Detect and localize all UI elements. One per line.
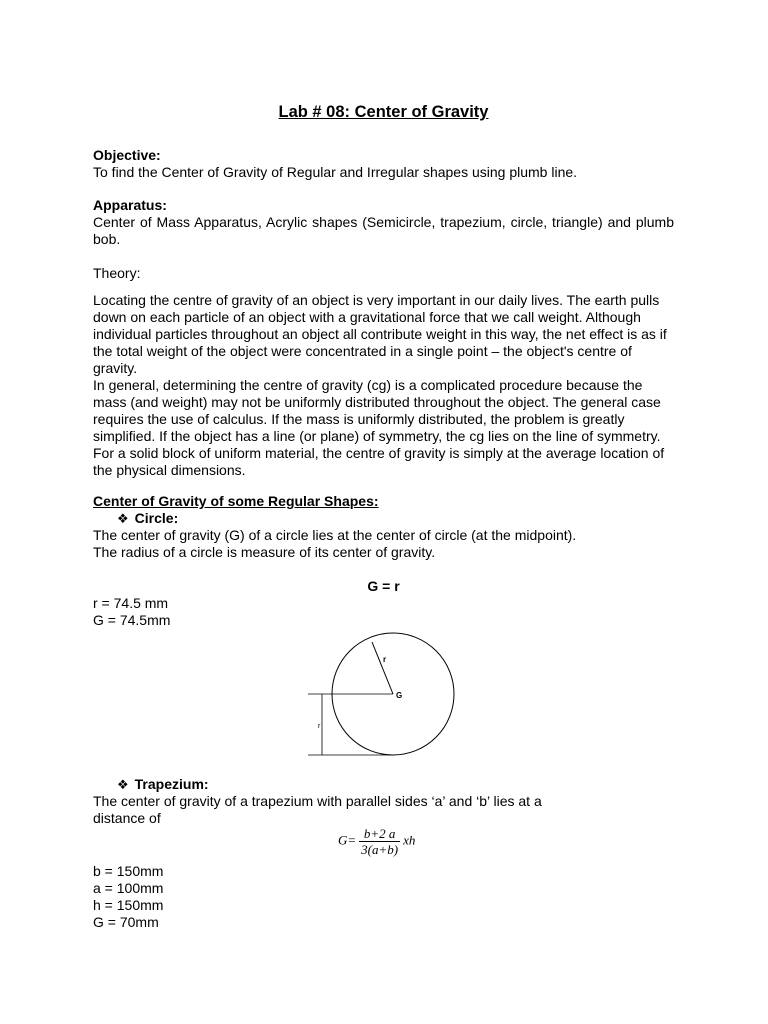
regular-shapes-heading: Center of Gravity of some Regular Shapes: <box>93 493 379 509</box>
apparatus-heading: Apparatus: <box>93 197 167 213</box>
trapezium-value-a: a = 100mm <box>93 880 164 896</box>
trapezium-line-1: The center of gravity of a trapezium with parallel sides ‘a’ and ‘b’ lies at a <box>93 793 542 809</box>
formula-numerator: b+2 a <box>363 826 396 841</box>
formula-lhs: G= <box>338 832 357 848</box>
objective-text: To find the Center of Gravity of Regular and Irregular shapes using plumb line. <box>93 164 578 180</box>
trapezium-values <box>93 863 674 931</box>
page-title: Lab # 08: Center of Gravity <box>278 103 489 121</box>
trapezium-value-b: b = 150mm <box>93 863 164 879</box>
theory-section <box>93 292 674 479</box>
formula-denominator: 3(a+b) <box>361 842 399 857</box>
diamond-bullet-icon: ❖ <box>117 511 129 526</box>
trapezium-value-g: G = 70mm <box>93 914 159 930</box>
radius-line <box>372 642 393 694</box>
circle-description <box>93 527 674 561</box>
circle-diagram <box>300 630 470 760</box>
circle-r-value: r = 74.5 mm <box>93 595 169 611</box>
apparatus-text: Center of Mass Apparatus, Acrylic shapes (Semicircle, trapezium, circle, triangle) and plumb bob. <box>93 214 674 247</box>
label-g: G <box>396 691 403 700</box>
theory-paragraph-1: Locating the centre of gravity of an object is very important in our daily lives. The earth pulls down on each particle of an object with a gravitational force that we call weight. Although individual particles throughout an object all contribute weight in this way, the net effect is as if the total weight of the object were concentrated in a single point – the object's centre of gravity. <box>93 292 667 376</box>
formula-tail: xh <box>403 832 416 848</box>
trapezium-formula <box>338 826 415 857</box>
trapezium-bullet <box>93 776 698 793</box>
circle-label: Circle: <box>134 510 179 526</box>
circle-line-2: The radius of a circle is measure of its center of gravity. <box>93 544 436 560</box>
apparatus-section <box>93 197 674 248</box>
circle-g-value: G = 74.5mm <box>93 612 171 628</box>
circle-line-1: The center of gravity (G) of a circle lies at the center of circle (at the midpoint). <box>93 527 577 543</box>
objective-section <box>93 147 674 181</box>
label-r-top: r <box>383 655 387 664</box>
circle-formula: G = r <box>367 578 400 594</box>
circle-bullet <box>93 510 698 527</box>
formula-fraction <box>359 826 400 857</box>
diamond-bullet-icon: ❖ <box>117 777 129 792</box>
objective-heading: Objective: <box>93 147 161 163</box>
trapezium-value-h: h = 150mm <box>93 897 164 913</box>
trapezium-label: Trapezium: <box>134 776 209 792</box>
theory-heading: Theory: <box>93 265 141 281</box>
trapezium-line-2: distance of <box>93 810 161 826</box>
theory-paragraph-2: In general, determining the centre of gravity (cg) is a complicated procedure because the mass (and weight) may not be uniformly distributed throughout the object. The general case requires the use of calculus. If the mass is uniformly distributed, the problem is greatly simplified. If the object has a line (or plane) of symmetry, the cg lies on the line of symmetry. For a solid block of uniform material, the centre of gravity is simply at the average location of the physical dimensions. <box>93 377 665 478</box>
trapezium-description <box>93 793 674 827</box>
circle-values <box>93 595 674 629</box>
label-r-side: r <box>318 723 321 730</box>
